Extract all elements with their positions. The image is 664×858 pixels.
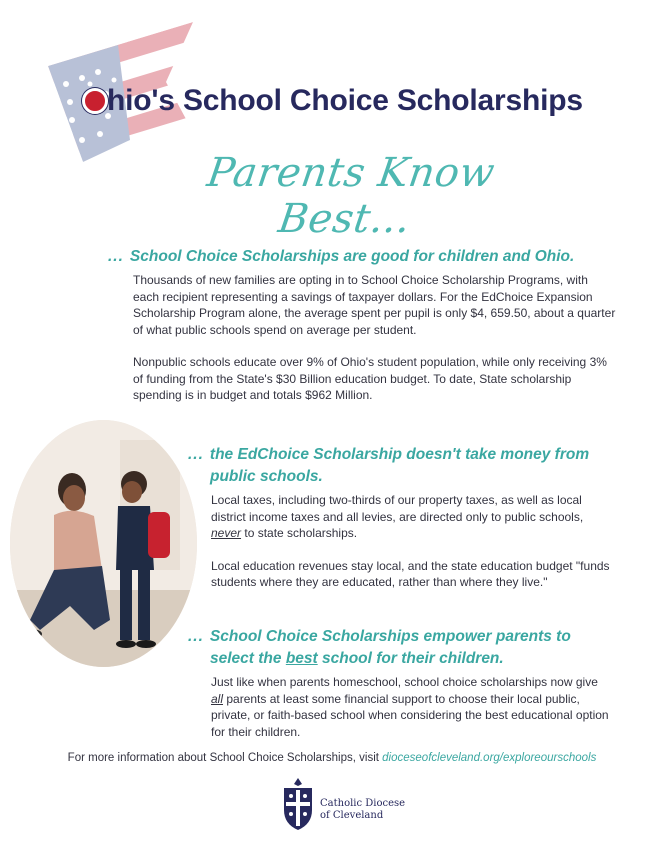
section3-body bbox=[211, 674, 611, 756]
mother-son-photo bbox=[10, 420, 197, 667]
tagline: Parents Know Best... bbox=[204, 150, 498, 242]
section1-heading: ... School Choice Scholarships are good for children and Ohio. bbox=[108, 248, 575, 265]
section2-body bbox=[211, 492, 611, 607]
section2-heading: ... the EdChoice Scholarship doesn't take money from public schools. bbox=[188, 446, 590, 485]
diocese-logo-text: Catholic Diocese of Cleveland bbox=[320, 798, 406, 821]
diocese-website-link[interactable]: dioceseofcleveland.org/exploreourschools bbox=[382, 752, 597, 764]
section3-heading: ... School Choice Scholarships empower parents to select the best school for their children. bbox=[188, 628, 571, 667]
section3-paragraph: Just like when parents homeschool, school choice scholarships now give all parents at least some financial support to choose their local public, private, or faith-based school when considering the best educational option for their children. bbox=[211, 675, 609, 739]
page-title: hio's School Choice Scholarships bbox=[107, 84, 583, 117]
section2-paragraph1: Local taxes, including two-thirds of our property taxes, as well as local district income taxes and all levies, are directed only to public schools, never to state scholarships. bbox=[211, 493, 584, 540]
section1-paragraph1: Thousands of new families are opting in to School Choice Scholarship Programs, with each recipient representing a savings of taxpayer dollars. For the EdChoice Expansion Scholarship Program alone, the average spent per pupil is only $4, 659.50, about a quarter of what public schools spend on average per student. bbox=[133, 273, 616, 337]
section2-paragraph2: Local education revenues stay local, and the state education budget "funds students where they are educated, rather than where they live." bbox=[211, 558, 610, 589]
diocese-seal-icon bbox=[276, 774, 320, 834]
section1-paragraph2: Nonpublic schools educate over 9% of Ohio's student population, while only receiving 3% of funding from the State's $30 Billion education budget. To date, State scholarship spending is in budget and totals $962 Million. bbox=[133, 355, 607, 402]
footer-info: For more information about School Choice Scholarships, visit dioceseofcleveland.org/exploreourschools bbox=[67, 752, 597, 764]
section1-body bbox=[133, 272, 617, 420]
